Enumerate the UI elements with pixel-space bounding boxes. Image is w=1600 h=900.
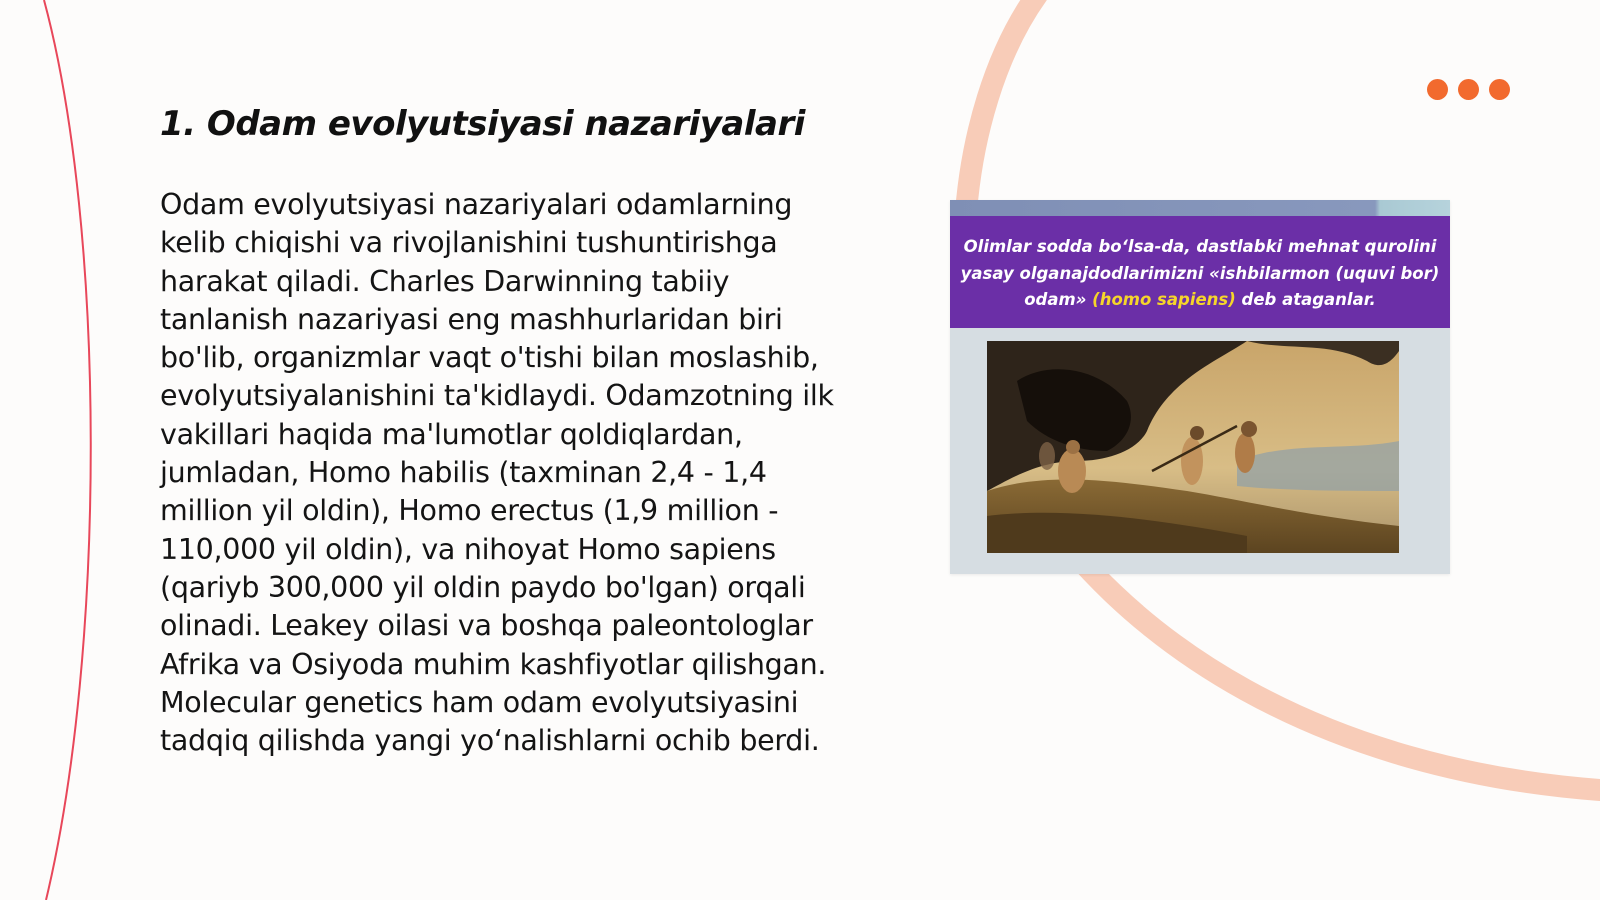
caption-line: Olimlar sodda bo‘lsa-da, dastlabki mehnat qurolini	[963, 237, 1437, 256]
slide-body-text: Odam evolyutsiyasi nazariyalari odamlarning kelib chiqishi va rivojlanishini tushuntirishga harakat qiladi. Charles Darwinning tabiiy tanlanish nazariyasi eng mashhurlaridan biri bo'lib, organizmlar vaqt o'tishi bilan moslashib, evolyutsiyalanishini ta'kidlaydi. Odamzotning ilk vakillari haqida ma'lumotlar qoldiqlardan, jumladan, Homo habilis (taxminan 2,4 - 1,4 million yil oldin), Homo erectus (1,9 million - 110,000 yil oldin), va nihoyat Homo sapiens (qariyb 300,000 yil oldin paydo bo'lgan) orqali olinadi. Leakey oilasi va boshqa paleontologlar Afrika va Osiyoda muhim kashfiyotlar qilishgan. Molecular genetics ham odam evolyutsiyasini tadqiq qilishda yangi yo‘nalishlarni ochib berdi.	[160, 188, 834, 758]
prehistoric-humans-painting	[987, 341, 1399, 553]
menu-dots	[1427, 79, 1510, 100]
image-top-bar	[950, 200, 1450, 216]
caption-line: yasay olganajdodlarimizni «ishbilarmon (uquvi bor)	[960, 263, 1440, 283]
caption-text: odam»	[1024, 290, 1093, 309]
dot-icon	[1458, 79, 1479, 100]
illustration-image	[950, 200, 1450, 574]
dot-icon	[1489, 79, 1510, 100]
caption-text: deb ataganlar.	[1235, 290, 1376, 309]
left-red-arc	[44, 0, 91, 900]
caption-line	[958, 287, 1442, 314]
image-caption-banner	[950, 216, 1450, 328]
caption-highlight: (homo sapiens)	[1092, 290, 1236, 309]
dot-icon	[1427, 79, 1448, 100]
slide-title: 1. Odam evolyutsiyasi nazariyalari	[160, 104, 805, 144]
